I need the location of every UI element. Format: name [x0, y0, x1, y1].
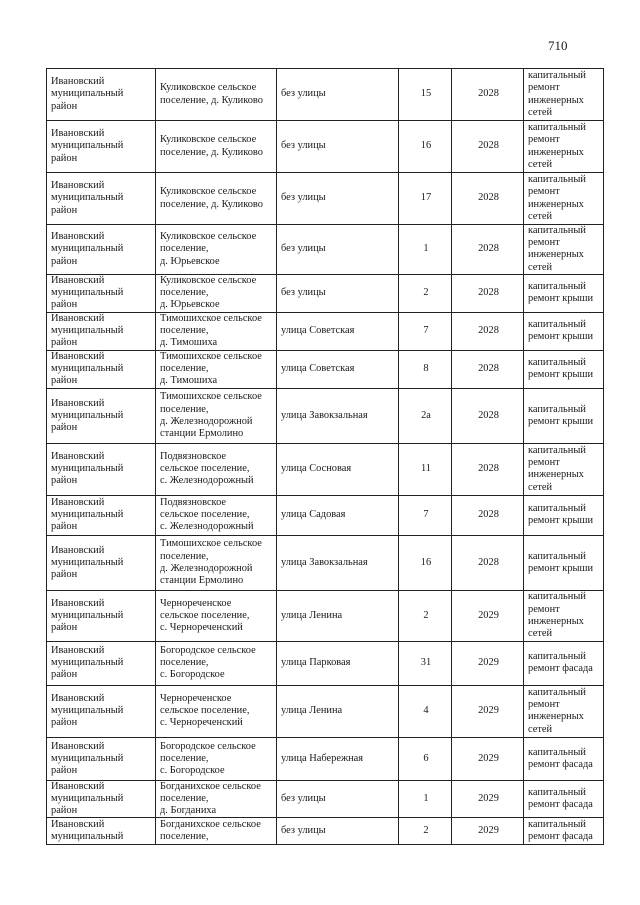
cell-district: Ивановский муниципальный район — [47, 780, 156, 818]
cell-year: 2028 — [452, 225, 524, 275]
cell-district: Ивановский муниципальный — [47, 818, 156, 845]
cell-settlement: Куликовское сельское поселение, д. Юрьевское — [156, 274, 277, 312]
cell-street: без улицы — [277, 121, 399, 173]
cell-district: Ивановский муниципальный район — [47, 312, 156, 350]
cell-settlement: Куликовское сельское поселение, д. Юрьевское — [156, 225, 277, 275]
cell-work-type: капитальный ремонт инженерных сетей — [524, 685, 604, 737]
cell-district: Ивановский муниципальный район — [47, 274, 156, 312]
cell-district: Ивановский муниципальный район — [47, 737, 156, 780]
cell-house-number: 6 — [399, 737, 452, 780]
cell-district: Ивановский муниципальный район — [47, 495, 156, 535]
cell-settlement: Куликовское сельское поселение, д. Куликово — [156, 69, 277, 121]
cell-work-type: капитальный ремонт фасада — [524, 818, 604, 845]
cell-district: Ивановский муниципальный район — [47, 388, 156, 443]
cell-year: 2028 — [452, 69, 524, 121]
table-row — [47, 535, 604, 590]
cell-street: улица Советская — [277, 312, 399, 350]
cell-settlement: Куликовское сельское поселение, д. Куликово — [156, 173, 277, 225]
cell-settlement: Богородское сельское поселение, с. Богородское — [156, 737, 277, 780]
cell-work-type: капитальный ремонт крыши — [524, 535, 604, 590]
cell-district: Ивановский муниципальный район — [47, 173, 156, 225]
cell-district: Ивановский муниципальный район — [47, 590, 156, 641]
cell-work-type: капитальный ремонт инженерных сетей — [524, 590, 604, 641]
cell-street: без улицы — [277, 225, 399, 275]
table-row — [47, 685, 604, 737]
cell-settlement: Тимошихское сельское поселение, д. Тимошиха — [156, 312, 277, 350]
cell-house-number: 31 — [399, 641, 452, 685]
cell-year: 2028 — [452, 535, 524, 590]
cell-street: улица Ленина — [277, 590, 399, 641]
cell-work-type: капитальный ремонт инженерных сетей — [524, 69, 604, 121]
cell-work-type: капитальный ремонт крыши — [524, 350, 604, 388]
cell-district: Ивановский муниципальный район — [47, 225, 156, 275]
cell-work-type: капитальный ремонт фасада — [524, 641, 604, 685]
table-row — [47, 350, 604, 388]
cell-house-number: 16 — [399, 535, 452, 590]
cell-district: Ивановский муниципальный район — [47, 69, 156, 121]
table-body — [47, 69, 604, 845]
cell-settlement: Куликовское сельское поселение, д. Куликово — [156, 121, 277, 173]
cell-street: улица Парковая — [277, 641, 399, 685]
cell-street: улица Садовая — [277, 495, 399, 535]
cell-settlement: Богородское сельское поселение, с. Богородское — [156, 641, 277, 685]
cell-street: улица Сосновая — [277, 443, 399, 495]
cell-street: улица Завокзальная — [277, 535, 399, 590]
cell-year: 2028 — [452, 350, 524, 388]
cell-house-number: 2 — [399, 818, 452, 845]
cell-year: 2029 — [452, 590, 524, 641]
cell-settlement: Подвязновское сельское поселение, с. Железнодорожный — [156, 495, 277, 535]
cell-street: без улицы — [277, 818, 399, 845]
cell-settlement: Тимошихское сельское поселение, д. Железнодорожной станции Ермолино — [156, 535, 277, 590]
cell-work-type: капитальный ремонт крыши — [524, 312, 604, 350]
cell-year: 2028 — [452, 312, 524, 350]
cell-house-number: 8 — [399, 350, 452, 388]
cell-district: Ивановский муниципальный район — [47, 685, 156, 737]
cell-district: Ивановский муниципальный район — [47, 121, 156, 173]
cell-district: Ивановский муниципальный район — [47, 641, 156, 685]
table-row — [47, 274, 604, 312]
cell-work-type: капитальный ремонт фасада — [524, 737, 604, 780]
cell-settlement: Чернореченское сельское поселение, с. Чернореченский — [156, 590, 277, 641]
repair-schedule-table — [46, 68, 604, 845]
table-row — [47, 495, 604, 535]
cell-year: 2028 — [452, 173, 524, 225]
cell-house-number: 7 — [399, 312, 452, 350]
cell-house-number: 1 — [399, 225, 452, 275]
cell-year: 2028 — [452, 443, 524, 495]
cell-year: 2029 — [452, 737, 524, 780]
cell-street: без улицы — [277, 69, 399, 121]
cell-house-number: 2 — [399, 274, 452, 312]
cell-settlement: Богданихское сельское поселение, д. Богданиха — [156, 780, 277, 818]
cell-street: улица Советская — [277, 350, 399, 388]
cell-work-type: капитальный ремонт крыши — [524, 495, 604, 535]
cell-house-number: 7 — [399, 495, 452, 535]
cell-street: улица Завокзальная — [277, 388, 399, 443]
table-row — [47, 312, 604, 350]
cell-settlement: Богданихское сельское поселение, — [156, 818, 277, 845]
table-row — [47, 225, 604, 275]
table-row — [47, 641, 604, 685]
cell-settlement: Чернореченское сельское поселение, с. Чернореченский — [156, 685, 277, 737]
cell-year: 2028 — [452, 388, 524, 443]
cell-street: улица Набережная — [277, 737, 399, 780]
cell-street: без улицы — [277, 173, 399, 225]
cell-year: 2029 — [452, 818, 524, 845]
cell-settlement: Тимошихское сельское поселение, д. Тимошиха — [156, 350, 277, 388]
cell-year: 2028 — [452, 121, 524, 173]
cell-street: улица Ленина — [277, 685, 399, 737]
cell-work-type: капитальный ремонт крыши — [524, 388, 604, 443]
cell-year: 2029 — [452, 685, 524, 737]
table-row — [47, 388, 604, 443]
table-row — [47, 69, 604, 121]
cell-house-number: 2 — [399, 590, 452, 641]
cell-work-type: капитальный ремонт инженерных сетей — [524, 121, 604, 173]
cell-district: Ивановский муниципальный район — [47, 535, 156, 590]
cell-house-number: 2а — [399, 388, 452, 443]
page-number: 710 — [548, 38, 568, 53]
table-row — [47, 443, 604, 495]
cell-district: Ивановский муниципальный район — [47, 350, 156, 388]
cell-settlement: Подвязновское сельское поселение, с. Железнодорожный — [156, 443, 277, 495]
cell-settlement: Тимошихское сельское поселение, д. Железнодорожной станции Ермолино — [156, 388, 277, 443]
cell-street: без улицы — [277, 780, 399, 818]
cell-year: 2029 — [452, 641, 524, 685]
table-row — [47, 121, 604, 173]
cell-house-number: 16 — [399, 121, 452, 173]
cell-year: 2028 — [452, 495, 524, 535]
cell-work-type: капитальный ремонт крыши — [524, 274, 604, 312]
table-row — [47, 590, 604, 641]
cell-house-number: 4 — [399, 685, 452, 737]
cell-house-number: 11 — [399, 443, 452, 495]
table-row — [47, 173, 604, 225]
cell-year: 2029 — [452, 780, 524, 818]
cell-work-type: капитальный ремонт инженерных сетей — [524, 225, 604, 275]
cell-year: 2028 — [452, 274, 524, 312]
cell-work-type: капитальный ремонт инженерных сетей — [524, 173, 604, 225]
cell-house-number: 17 — [399, 173, 452, 225]
table-row — [47, 737, 604, 780]
table-row — [47, 818, 604, 845]
cell-street: без улицы — [277, 274, 399, 312]
cell-house-number: 1 — [399, 780, 452, 818]
cell-work-type: капитальный ремонт фасада — [524, 780, 604, 818]
cell-work-type: капитальный ремонт инженерных сетей — [524, 443, 604, 495]
table-row — [47, 780, 604, 818]
cell-house-number: 15 — [399, 69, 452, 121]
cell-district: Ивановский муниципальный район — [47, 443, 156, 495]
